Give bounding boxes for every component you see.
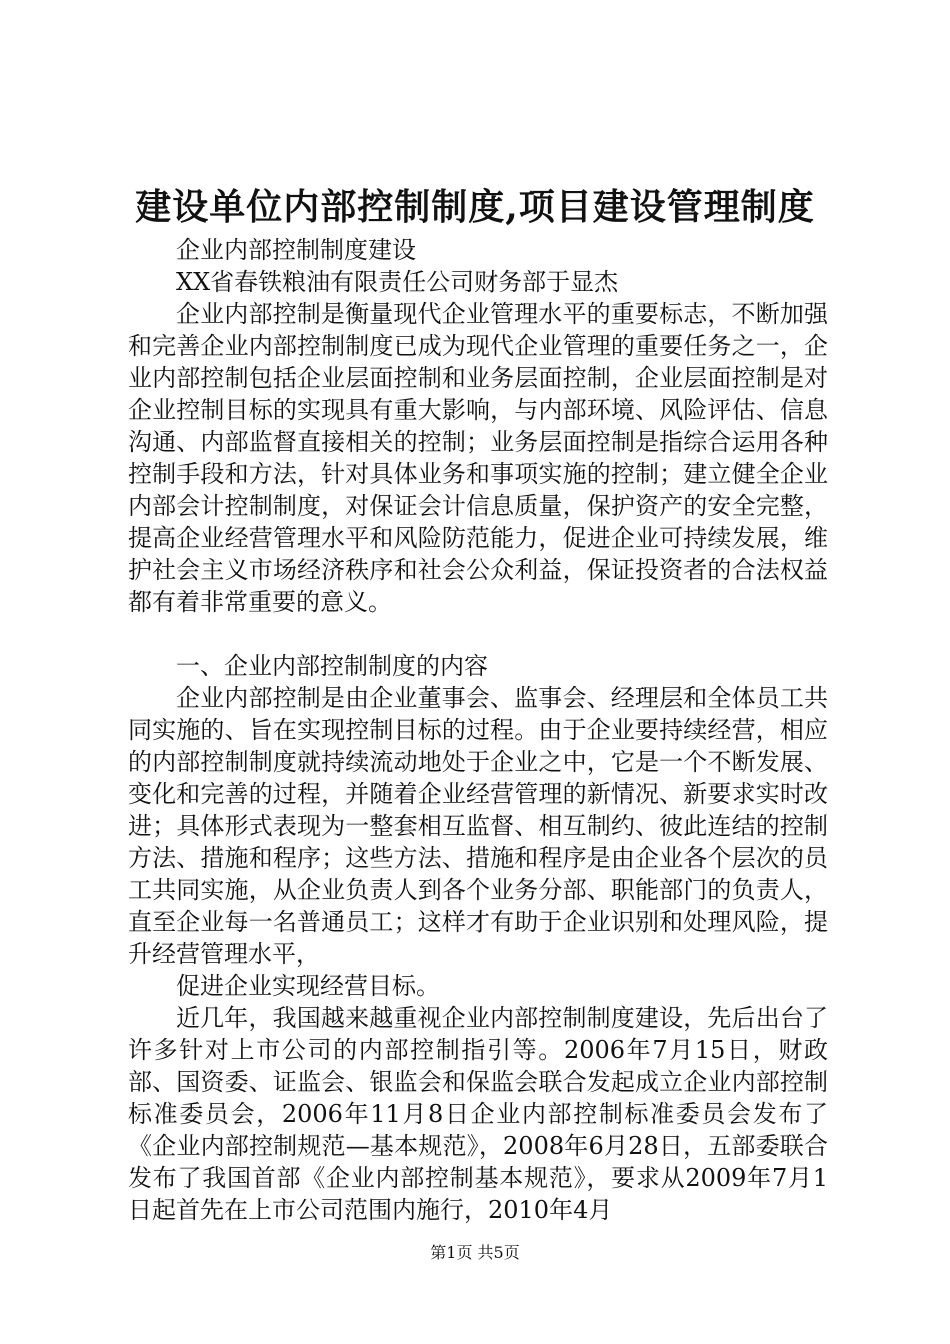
paragraph-content: 企业内部控制是由企业董事会、监事会、经理层和全体员工共同实施的、旨在实现控制目标的过程。由于企业要持续经营，相应的内部控制制度就持续流动地处于企业之中，它是一个不断发展、变化和完善的过程，并随着企业经营管理的新情况、新要求实时改进；具体形式表现为一整套相互监督、相互制约、彼此连结的控制方法、措施和程序；这些方法、措施和程序是由企业各个层次的员工共同实施，从企业负责人到各个业务分部、职能部门的负责人，直至企业每一名普通员工；这样才有助于企业识别和处理风险，提升经营管理水平， xyxy=(128,684,828,968)
author-line: XX省春铁粮油有限责任公司财务部于显杰 xyxy=(176,268,619,296)
paragraph-history: 近几年，我国越来越重视企业内部控制制度建设，先后出台了许多针对上市公司的内部控制指引等。2006年7月15日，财政部、国资委、证监会、银监会和保监会联合发起成立企业内部控制标准委员会，2006年11月8日企业内部控制标准委员会发布了《企业内部控制规范—基本规范》，2008年6月28日，五部委联合发布了我国首部《企业内部控制基本规范》，要求从2009年7月1日起首先在上市公司范围内施行，2010年4月 xyxy=(128,1004,828,1224)
section-heading: 一、企业内部控制制度的内容 xyxy=(176,652,488,680)
paragraph-goal: 促进企业实现经营目标。 xyxy=(176,972,440,1000)
page-footer: 第1页 共5页 xyxy=(430,1243,520,1262)
paragraph-intro: 企业内部控制是衡量现代企业管理水平的重要标志，不断加强和完善企业内部控制制度已成为现代企业管理的重要任务之一，企业内部控制包括企业层面控制和业务层面控制，企业层面控制是对企业控制目标的实现具有重大影响，与内部环境、风险评估、信息沟通、内部监督直接相关的控制；业务层面控制是指综合运用各种控制手段和方法，针对具体业务和事项实施的控制；建立健全企业内部会计控制制度，对保证会计信息质量，保护资产的安全完整，提高企业经营管理水平和风险防范能力，促进企业可持续发展，维护社会主义市场经济秩序和社会公众利益，保证投资者的合法权益都有着非常重要的意义。 xyxy=(128,300,828,616)
document-body xyxy=(128,234,828,1226)
subtitle: 企业内部控制制度建设 xyxy=(176,236,416,264)
document-title: 建设单位内部控制制度,项目建设管理制度 xyxy=(135,186,815,228)
